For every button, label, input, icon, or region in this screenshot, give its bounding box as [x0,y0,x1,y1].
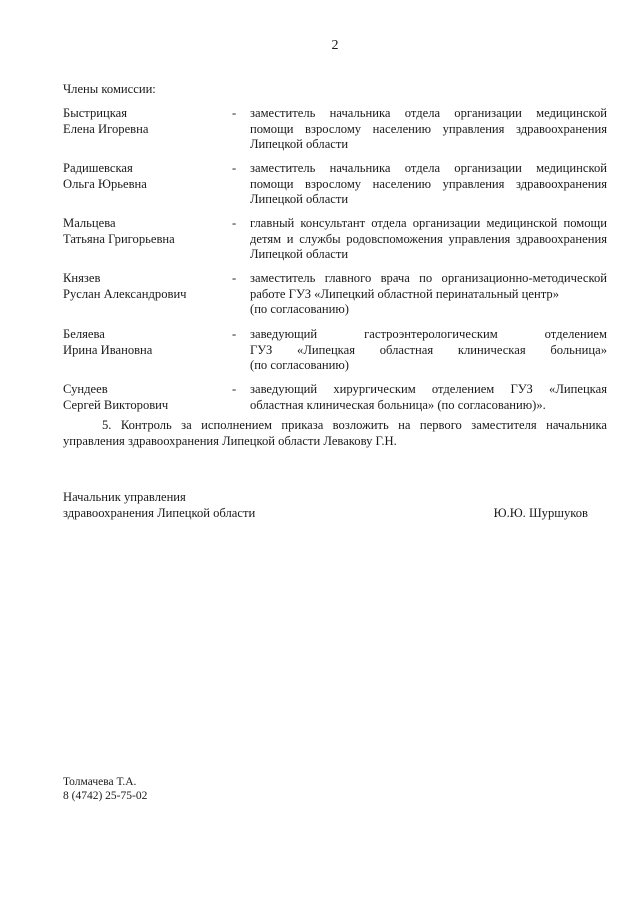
member-surname: Сундеев [63,382,108,396]
member-name [63,271,228,302]
members-heading: Члены комиссии: [63,82,156,96]
member-role-line: Липецкой области [250,192,349,206]
page-number: 2 [331,38,339,53]
member-role-line: работе ГУЗ «Липецкий областной перинатальный центр» [250,286,559,301]
member-surname: Князев [63,271,101,285]
member-given-names: Ирина Ивановна [63,342,153,357]
member-role-line: Липецкой области [250,137,349,151]
member-given-names: Сергей Викторович [63,397,169,412]
member-role-line: Липецкой области [250,247,349,261]
member-role [250,327,607,374]
member-role-line: главный консультант отдела организации медицинской помощи [250,216,607,230]
member-role-line: заведующий хирургическим отделением ГУЗ «Липецкая [250,382,607,396]
member-dash: - [232,327,237,341]
member-dash: - [232,271,237,285]
signatory-title-line: здравоохранения Липецкой области [63,505,256,520]
member-role-line: помощи взрослому населению управления здравоохранения [250,176,607,191]
member-role-line: заместитель главного врача по организационно-методической [250,271,607,285]
member-role-line: заместитель начальника отдела организации медицинской [250,106,607,120]
member-given-names: Татьяна Григорьевна [63,231,175,246]
member-role [250,106,607,153]
member-role-line: заместитель начальника отдела организации медицинской [250,161,607,175]
signatory-name: Ю.Ю. Шуршуков [493,505,588,520]
control-paragraph [63,418,607,449]
member-role-line: ГУЗ «Липецкая областная клиническая больница» [250,342,607,357]
paragraph-line: 5. Контроль за исполнением приказа возложить на первого заместителя начальника [102,418,607,432]
member-name [63,216,228,247]
member-given-names: Елена Игоревна [63,121,149,136]
member-role-line: детям и службы родовспоможения управления здравоохранения [250,231,607,246]
paragraph-line: управления здравоохранения Липецкой области Левакову Г.Н. [63,433,397,448]
member-role [250,161,607,208]
member-role-line: (по согласованию) [250,358,350,372]
member-role [250,216,607,263]
member-dash: - [232,106,237,120]
member-dash: - [232,161,237,175]
member-dash: - [232,216,237,230]
member-surname: Мальцева [63,216,116,230]
member-role [250,382,607,413]
member-dash: - [232,382,237,396]
member-name [63,106,228,137]
member-surname: Беляева [63,327,105,341]
member-role-line: помощи взрослому населению управления здравоохранения [250,121,607,136]
member-given-names: Руслан Александрович [63,286,187,301]
member-name [63,327,228,358]
member-surname: Радишевская [63,161,133,175]
executor-phone: 8 (4742) 25-75-02 [63,790,148,802]
executor-contact [63,775,147,803]
signature-block [63,490,607,521]
member-given-names: Ольга Юрьевна [63,176,147,191]
member-role-line: заведующий гастроэнтерологическим отделением [250,327,607,341]
member-role-line: (по согласованию) [250,302,350,316]
member-role-line: областная клиническая больница» (по согласованию)». [250,397,546,412]
member-name [63,382,228,413]
executor-name: Толмачева Т.А. [63,776,137,788]
signatory-title-line: Начальник управления [63,490,186,504]
member-role [250,271,607,318]
member-surname: Быстрицкая [63,106,128,120]
member-name [63,161,228,192]
